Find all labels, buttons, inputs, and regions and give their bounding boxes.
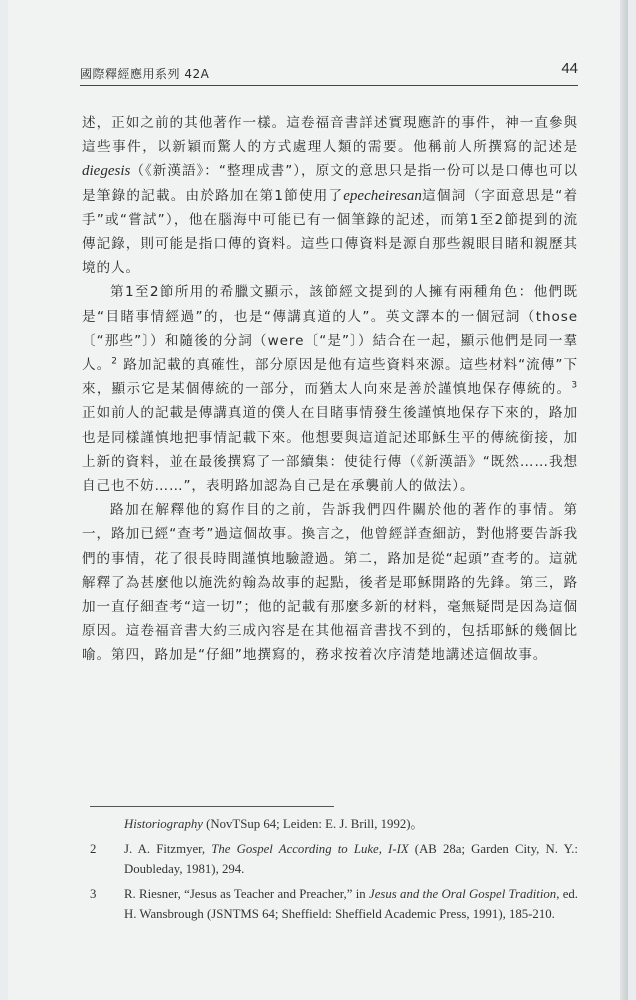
footnote <box>90 839 578 880</box>
paragraph <box>82 111 578 280</box>
text-run: 路加在解釋他的寫作目的之前，告訴我們四件關於他的著作的事情。第一，路加已經“查考”過這個故事。換言之，他曾經詳查細訪，對他將要告訴我們的事情，花了很長時間謹慎地驗證過。第二，路加是從“起頭”查考的。這就解釋了為甚麼他以施洗約翰為故事的起點，後者是耶穌開路的先鋒。第三，路加一直仔細查考“這一切”；他的記載有那麼多新的材料，毫無疑問是因為這個原因。這卷福音書大約三成內容是在其他福音書找不到的，包括耶穌的幾個比喻。第四，路加是“仔細”地撰寫的，務求按着次序清楚地講述這個故事。 <box>82 502 578 664</box>
page-edge <box>620 0 628 1000</box>
footnote-number: 2 <box>90 841 97 856</box>
text-run: R. Riesner, “Jesus as Teacher and Preacher,” in <box>124 886 370 901</box>
italic-term: epecheiresan <box>343 187 422 204</box>
text-run: 路加記載的真確性，部分原因是他有這些資料來源。這些材料“流傳”下來，顯示它是某個傳統的一部分，而猶太人向來是善於謹慎地保存傳統的。 <box>82 357 578 398</box>
footnote-number: 3 <box>90 886 97 901</box>
page-number: 44 <box>561 60 578 77</box>
footnote <box>90 814 578 835</box>
italic-term: diegesis <box>82 163 131 180</box>
footnotes <box>90 814 578 929</box>
footnote-ref: 3 <box>571 380 578 391</box>
text-run: 第1至2節所用的希臘文顯示，該節經文提到的人擁有兩種角色：他們既是“目睹事情經過”的，也是“傳講真道的人”。英文譯本的一個冠詞（those〔“那些”〕）和隨後的分詞（were〔“是”〕）結合在一起，顯示他們是同一羣人。 <box>82 284 578 374</box>
running-header <box>80 62 578 82</box>
body-text <box>82 111 578 668</box>
text-run: （《新漢語》：“整理成書”），原文的意思只是指一份可以是口傳也可以是筆錄的記載。由於路加在第1節使用了 <box>82 163 578 204</box>
footnote-ref: 2 <box>111 356 118 367</box>
text-run: 述，正如之前的其他著作一樣。這卷福音書詳述實現應許的事件，神一直參與這些事件，以新穎而驚人的方式處理人類的需要。他稱前人所撰寫的記述是 <box>82 115 578 156</box>
footnote <box>90 884 578 925</box>
running-title: 國際釋經應用系列 42A <box>80 67 210 81</box>
header-rule <box>80 85 578 86</box>
paragraph <box>82 280 578 498</box>
italic-term: Historiography <box>124 817 203 831</box>
paragraph <box>82 498 578 667</box>
text-run: 正如前人的記載是傳講真道的僕人在目睹事情發生後謹慎地保存下來的，路加也是同樣謹慎地把事情記載下來。他想要與這道記述耶穌生平的傳統銜接，加上新的資料，並在最後撰寫了一部續集：使徒行傳（《新漢語》“既然……我想自己也不妨……”，表明路加認為自己是在承襲前人的做法）。 <box>82 405 578 495</box>
text-run: (NovTSup 64; Leiden: E. J. Brill, 1992)。 <box>202 817 424 831</box>
text-run: J. A. Fitzmyer, <box>124 841 212 856</box>
italic-term: Jesus and the Oral Gospel Tradition <box>369 886 557 901</box>
text-run: , ed. H. Wansbrough (JSNTMS 64; Sheffield: Sheffield Academic Press, 1991), 185-210. <box>124 886 579 921</box>
italic-term: The Gospel According to Luke, I-IX <box>211 841 409 856</box>
footnote-rule <box>90 806 334 807</box>
text-run: (AB 28a; Garden City, N. Y.: Doubleday, 1981), 294. <box>124 841 578 876</box>
text-run: 這個詞（字面意思是“着手”或“嘗試”），他在腦海中可能已有一個筆錄的記述，而第1至2節提到的流傳記錄，則可能是指口傳的資料。這些口傳資料是源自那些親眼目睹和親歷其境的人。 <box>82 187 578 277</box>
